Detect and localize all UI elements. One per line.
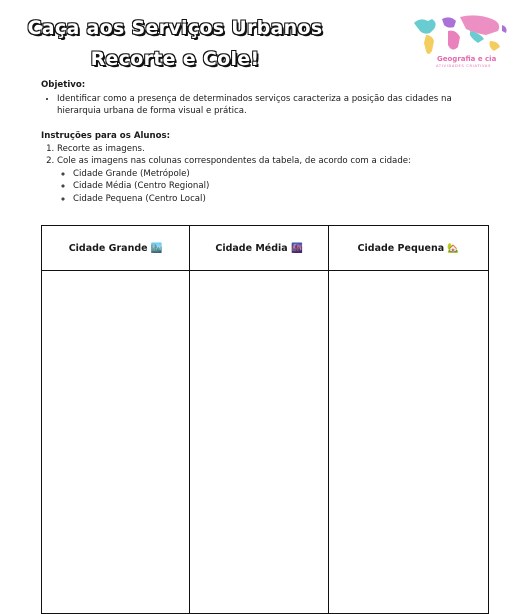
city-type-item: ◦ Cidade Média (Centro Regional): [73, 180, 491, 193]
objective-section: [41, 79, 491, 118]
objective-item: • Identificar como a presença de determinados serviços caracteriza a posição das cidades na hierarquia urbana de forma visual e prática.: [57, 93, 491, 118]
logo-text: Geografia e cia: [437, 55, 497, 63]
logo-subtext: ATIVIDADES CRIATIVAS: [436, 64, 492, 68]
column-header-big-city: Cidade Grande 🏙️: [42, 226, 190, 271]
paste-area-medium-city[interactable]: [190, 271, 328, 614]
page-subtitle: Recorte e Cole!: [90, 48, 260, 70]
column-header-small-city: Cidade Pequena 🏡: [328, 226, 488, 271]
paste-area-big-city[interactable]: [42, 271, 190, 614]
table-header-row: [42, 226, 489, 271]
column-header-medium-city: Cidade Média 🌆: [190, 226, 328, 271]
objective-list: [41, 93, 491, 118]
objective-label: Objetivo:: [41, 80, 86, 90]
instruction-step-text: Cole as imagens nas colunas correspondentes da tabela, de acordo com a cidade:: [57, 156, 411, 166]
paste-area-small-city[interactable]: [328, 271, 488, 614]
instructions-list: [41, 143, 491, 206]
city-type-list: [57, 168, 491, 206]
page-title: Caça aos Serviços Urbanos: [27, 17, 323, 39]
city-type-item: ◦ Cidade Pequena (Centro Local): [73, 193, 491, 206]
instructions-section: [41, 130, 491, 205]
instructions-label: Instruções para os Alunos:: [41, 131, 171, 141]
city-type-item: ◦ Cidade Grande (Metrópole): [73, 168, 491, 181]
instruction-step: 1. Recorte as imagens.: [57, 143, 491, 156]
table-row: [42, 271, 489, 614]
sorting-table: [41, 225, 489, 614]
instruction-step: [57, 155, 491, 205]
